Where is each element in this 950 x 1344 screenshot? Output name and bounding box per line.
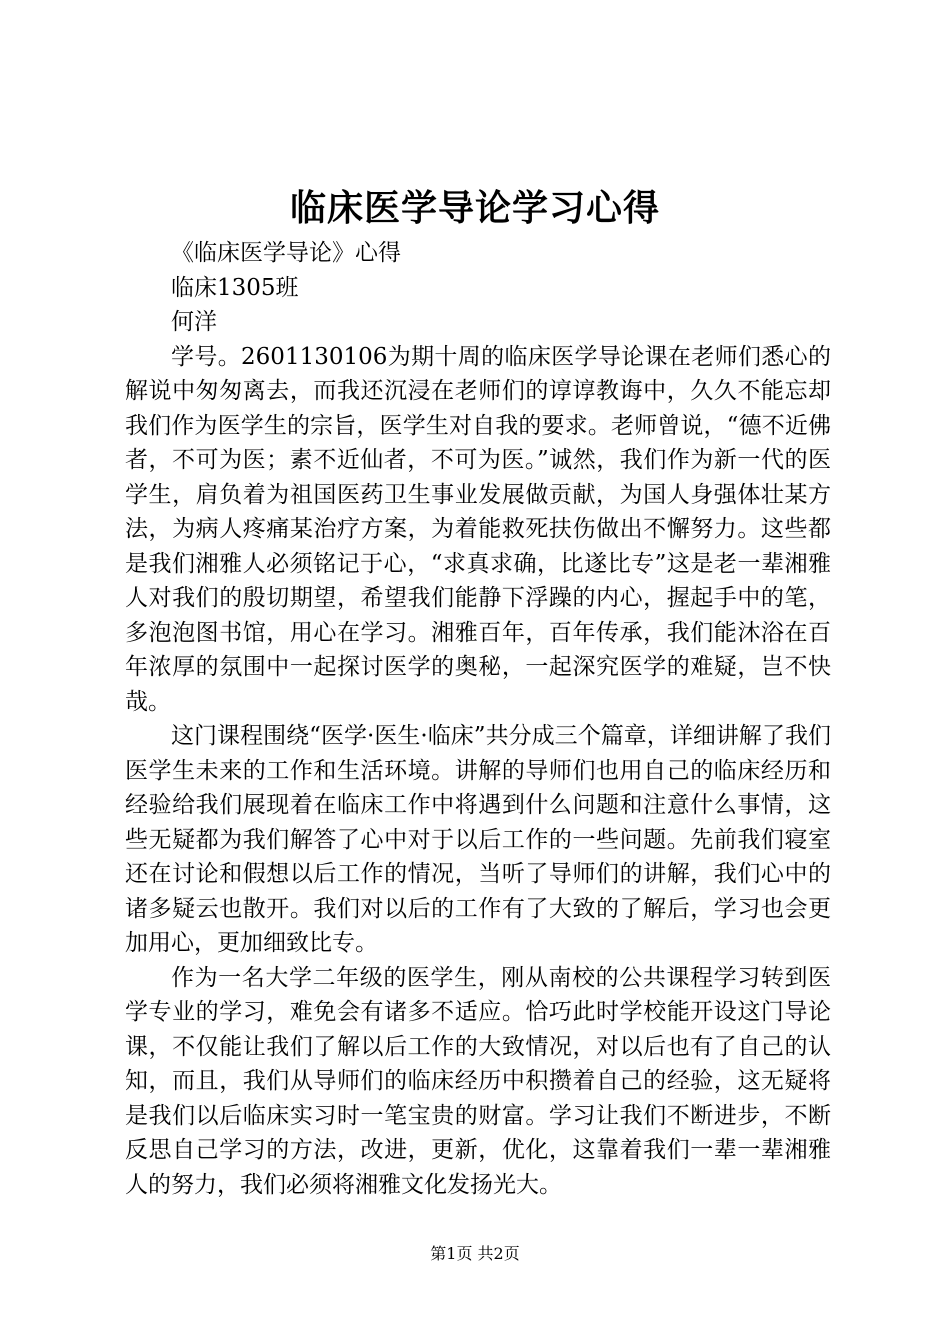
document-title: 临床医学导论学习心得 [289, 187, 660, 229]
subtitle-line: 《临床医学导论》心得 [171, 240, 401, 266]
paragraph-3: 作为一名大学二年级的医学生，刚从南校的公共课程学习转到医学专业的学习，难免会有诸多不适应。恰巧此时学校能开设这门导论课，不仅能让我们了解以后工作的大致情况，对以后也有了自己的认知，而且，我们从导师们的临床经历中积攒着自己的经验，这无疑将是我们以后临床实习时一笔宝贵的财富。学习让我们不断进步，不断反思自己学习的方法，改进，更新，优化，这靠着我们一辈一辈湘雅人的努力，我们必须将湘雅文化发扬光大。 [125, 964, 831, 1198]
paragraph-2: 这门课程围绕“医学·医生·临床”共分成三个篇章，详细讲解了我们医学生未来的工作和生活环境。讲解的导师们也用自己的临床经历和经验给我们展现着在临床工作中将遇到什么问题和注意什么事情，这些无疑都为我们解答了心中对于以后工作的一些问题。先前我们寝室还在讨论和假想以后工作的情况，当听了导师们的讲解，我们心中的诸多疑云也散开。我们对以后的工作有了大致的了解后，学习也会更加用心，更加细致比专。 [125, 723, 831, 956]
page-footer: 第1页 共2页 [430, 1244, 520, 1263]
author-line: 何洋 [171, 309, 217, 335]
class-line: 临床1305班 [171, 274, 299, 301]
document-body [125, 236, 831, 1202]
paragraph-1: 学号。2601130106为期十周的临床医学导论课在老师们悉心的解说中匆匆离去，而我还沉浸在老师们的谆谆教诲中，久久不能忘却我们作为医学生的宗旨，医学生对自我的要求。老师曾说，“德不近佛者，不可为医；素不近仙者，不可为医。”诚然，我们作为新一代的医学生，肩负着为祖国医药卫生事业发展做贡献，为国人身强体壮某方法，为病人疼痛某治疗方案，为着能救死扶伤做出不懈努力。这些都是我们湘雅人必须铭记于心，“求真求确，比遂比专”这是老一辈湘雅人对我们的殷切期望，希望我们能静下浮躁的内心，握起手中的笔，多泡泡图书馆，用心在学习。湘雅百年，百年传承，我们能沐浴在百年浓厚的氛围中一起探讨医学的奥秘，一起深究医学的难疑，岂不快哉。 [125, 343, 831, 715]
